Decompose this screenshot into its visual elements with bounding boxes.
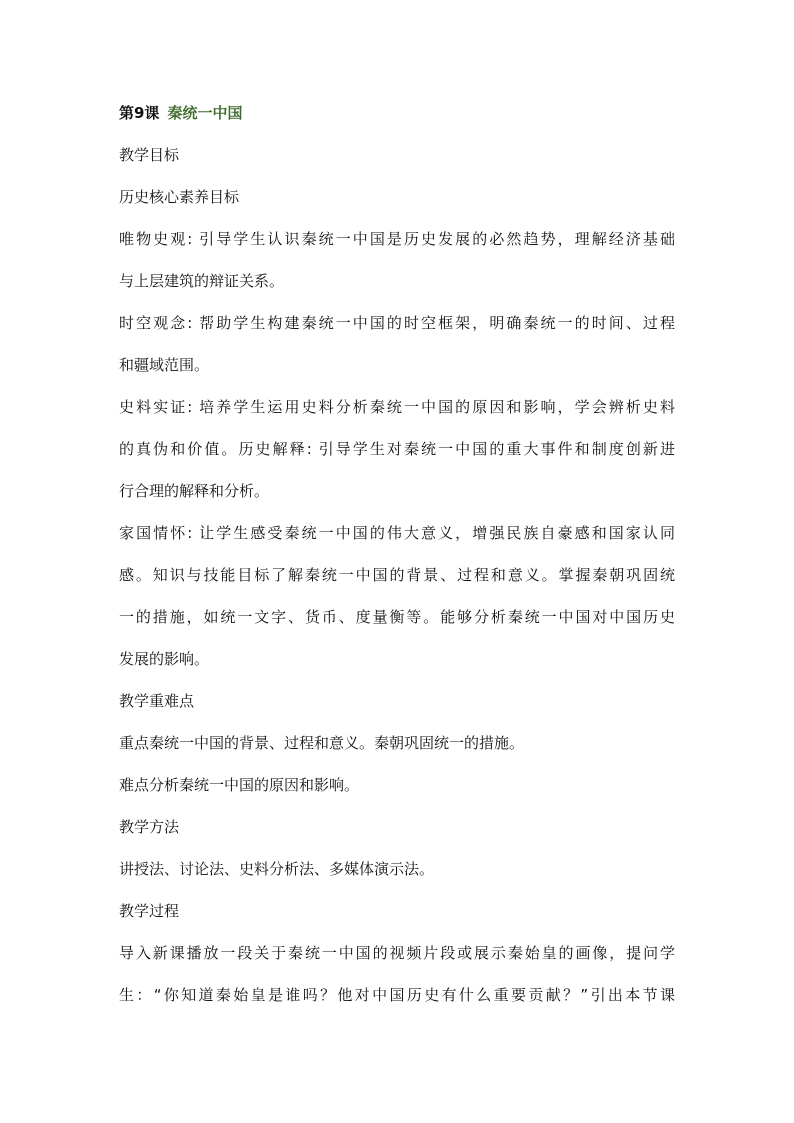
materialism-line-1-text: 唯物史观: 引导学生认识秦统一中国是历史发展的必然趋势，理解经济基础 bbox=[119, 230, 675, 248]
key-difficult-heading bbox=[119, 691, 675, 711]
intro-line-1 bbox=[119, 943, 675, 963]
materialism-line-2 bbox=[119, 271, 675, 291]
lesson-name: 秦统一中国 bbox=[167, 104, 243, 122]
materialism-line-1 bbox=[119, 229, 675, 249]
spacetime-line-2 bbox=[119, 355, 675, 375]
spacetime-line-2-text: 和疆域范围。 bbox=[119, 356, 210, 374]
key-difficult-heading-text: 教学重难点 bbox=[119, 692, 195, 710]
teaching-process-heading-text: 教学过程 bbox=[119, 902, 180, 920]
patriotism-line-3-text: 一的措施，如统一文字、货币、度量衡等。能够分析秦统一中国对中国历史 bbox=[119, 608, 675, 626]
teaching-methods-heading-text: 教学方法 bbox=[119, 818, 180, 836]
core-literacy-heading bbox=[119, 187, 675, 207]
intro-line-1-text: 导入新课播放一段关于秦统一中国的视频片段或展示秦始皇的画像，提问学 bbox=[119, 944, 675, 962]
intro-line-2 bbox=[119, 985, 675, 1005]
lesson-title bbox=[119, 103, 675, 123]
key-points-line-text: 重点秦统一中国的背景、过程和意义。秦朝巩固统一的措施。 bbox=[119, 734, 525, 752]
evidence-line-3 bbox=[119, 481, 675, 501]
lesson-number: 第9课 bbox=[119, 104, 160, 122]
teaching-methods-line-text: 讲授法、讨论法、史料分析法、多媒体演示法。 bbox=[119, 860, 435, 878]
spacetime-line-1 bbox=[119, 313, 675, 333]
core-literacy-heading-text: 历史核心素养目标 bbox=[119, 188, 240, 206]
intro-line-2-text: 生：“你知道秦始皇是谁吗？他对中国历史有什么重要贡献？”引出本节课 bbox=[119, 986, 675, 1004]
patriotism-line-2-text: 感。知识与技能目标了解秦统一中国的背景、过程和意义。掌握秦朝巩固统 bbox=[119, 566, 675, 584]
key-points-line bbox=[119, 733, 675, 753]
materialism-line-2-text: 与上层建筑的辩证关系。 bbox=[119, 272, 285, 290]
patriotism-line-1 bbox=[119, 523, 675, 543]
document-body bbox=[119, 103, 675, 1027]
teaching-goals-heading bbox=[119, 145, 675, 165]
teaching-methods-heading bbox=[119, 817, 675, 837]
teaching-goals-heading-text: 教学目标 bbox=[119, 146, 180, 164]
patriotism-line-1-text: 家国情怀: 让学生感受秦统一中国的伟大意义，增强民族自豪感和国家认同 bbox=[119, 524, 675, 542]
spacetime-line-1-text: 时空观念: 帮助学生构建秦统一中国的时空框架，明确秦统一的时间、过程 bbox=[119, 314, 675, 332]
teaching-methods-line bbox=[119, 859, 675, 879]
patriotism-line-4 bbox=[119, 649, 675, 669]
patriotism-line-2 bbox=[119, 565, 675, 585]
evidence-line-1-text: 史料实证: 培养学生运用史料分析秦统一中国的原因和影响，学会辨析史料 bbox=[119, 398, 675, 416]
difficult-points-line-text: 难点分析秦统一中国的原因和影响。 bbox=[119, 776, 360, 794]
document-text-lines bbox=[119, 145, 675, 1005]
difficult-points-line bbox=[119, 775, 675, 795]
evidence-line-1 bbox=[119, 397, 675, 417]
evidence-line-3-text: 行合理的解释和分析。 bbox=[119, 482, 270, 500]
patriotism-line-4-text: 发展的影响。 bbox=[119, 650, 210, 668]
evidence-line-2 bbox=[119, 439, 675, 459]
evidence-line-2-text: 的真伪和价值。历史解释: 引导学生对秦统一中国的重大事件和制度创新进 bbox=[119, 440, 675, 458]
patriotism-line-3 bbox=[119, 607, 675, 627]
teaching-process-heading bbox=[119, 901, 675, 921]
